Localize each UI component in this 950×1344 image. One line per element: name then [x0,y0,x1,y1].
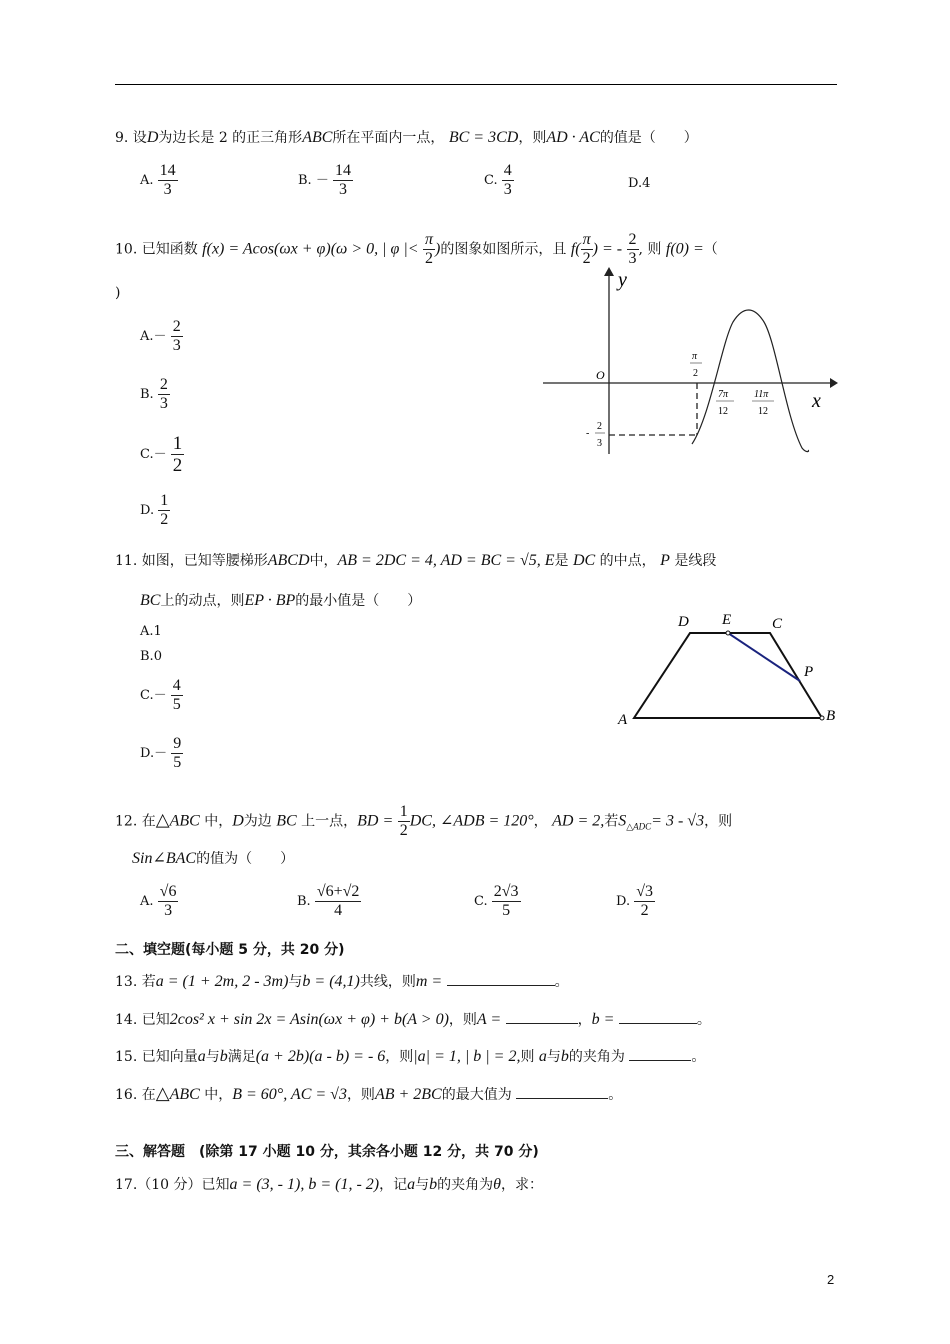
tick-pi-2-den: 2 [693,368,698,379]
tick-11pi-12-den: 12 [758,406,768,417]
q12-option-d[interactable]: D. $\frac{√3}{2}$ [616,883,654,919]
label-c: C [772,616,783,632]
question-15: 15. 已知向量a与b满足(a + 2b)(a - b) = - 6，则|a| = 1, | b | = 2,则 a与b的夹角为 。 [115,1048,706,1065]
q15-answer-blank[interactable] [629,1046,691,1061]
q9-option-b[interactable]: B. － $\frac{14}{3}$ [298,162,351,198]
segment-ep [728,633,800,681]
page-number: 2 [827,1272,835,1287]
cosine-curve [692,310,809,452]
question-17: 17.（10 分）已知a = (3, - 1), b = (1, - 2)，记a与b的夹角为θ，求： [115,1176,543,1193]
q12-option-a[interactable]: A. $\frac{√6}{3}$ [140,883,177,919]
trapezoid-figure [612,608,842,733]
x-axis-label: x [812,390,821,412]
label-d: D [678,614,689,630]
question-11-line2: BC上的动点，则EP · BP的最小值是（ ） [140,592,422,609]
section-3-heading: 三、解答题 (除第 17 小题 10 分，其余各小题 12 分，共 70 分) [115,1144,539,1160]
q14-answer-a-blank[interactable] [506,1009,578,1024]
label-e: E [722,612,732,628]
question-12-line2: Sin∠BAC的值为（ ） [132,850,295,867]
label-b: B [826,708,836,724]
question-14: 14. 已知2cos² x + sin 2x = Asin(ωx + φ) + b(A > 0)，则A = ，b = 。 [115,1011,711,1028]
question-10: 10. 已知函数 f(x) = Acos(ωx + φ)(ω > 0, | φ |< $\frac{\pi}{2}$ )的图象如图所示，且 f( $\frac{\pi}{2}$ ) = - $\frac{2}{3}$ , 则 f(0) =（ [115,231,718,267]
q11-option-b[interactable]: B.0 [140,649,162,664]
cosine-graph [540,262,840,462]
q10-option-d[interactable]: D. $\frac{1}{2}$ [140,492,169,528]
tick-7pi-12-num: 7π [718,389,729,400]
q11-option-a[interactable]: A.1 [140,624,162,639]
y-axis-arrow-icon [604,267,614,276]
q16-answer-blank[interactable] [516,1084,608,1099]
q11-option-d[interactable]: D.－ $\frac{9}{5}$ [140,735,182,771]
y-axis-label: y [618,269,627,291]
q12-option-c[interactable]: C. $\frac{2√3}{5}$ [474,883,519,919]
q10-closing-paren: ) [115,285,121,301]
section-2-heading: 二、填空题(每小题 5 分，共 20 分) [115,942,345,958]
yval-sign: - [586,428,590,439]
header-rule [115,84,837,85]
triangle-icon: △ [155,809,170,831]
yval-den: 3 [597,438,602,449]
trapezoid-abcd [634,633,822,718]
q10-option-a[interactable]: A.－ $\frac{2}{3}$ [140,318,181,354]
point-e [726,631,730,635]
triangle-icon: △ [155,1083,170,1104]
question-16: 16. 在△ABC 中，B = 60°, AC = √3，则AB + 2BC的最大值为 。 [115,1083,623,1104]
tick-11pi-12-num: 11π [754,389,769,400]
q12-option-b[interactable]: B. $\frac{√6+√2}{4}$ [297,883,360,919]
x-axis-arrow-icon [830,378,838,388]
question-9: 9. 设D为边长是 2 的正三角形ABC所在平面内一点， BC = 3CD，则AD · AC的值是（ ） [115,129,698,146]
q9-option-a[interactable]: A. $\frac{14}{3}$ [140,162,176,198]
yval-num: 2 [597,421,602,432]
question-11: 11. 如图，已知等腰梯形ABCD中，AB = 2DC = 4, AD = BC = √5, E是 DC 的中点， P 是线段 [115,552,717,569]
origin-label: O [596,368,605,382]
q10-option-c[interactable]: C.－ $\frac{1}{2}$ [140,433,183,476]
q13-answer-blank[interactable] [447,971,555,986]
q9-option-c[interactable]: C. $\frac{4}{3}$ [484,162,512,198]
tick-pi-2-num: π [692,351,698,362]
q10-option-b[interactable]: B. $\frac{2}{3}$ [140,376,168,412]
question-12: 12. 在△ABC 中，D为边 BC 上一点，BD = $\frac{1}{2}$ DC, ∠ADB = 120°， AD = 2,若$S_{\triangle ADC}= 3 - √3$，则 [115,803,733,839]
point-b [820,716,824,720]
question-13: 13. 若a = (1 + 2m, 2 - 3m)与b = (4,1)共线，则m = 。 [115,973,569,990]
label-p: P [804,664,814,680]
q11-option-c[interactable]: C.－ $\frac{4}{5}$ [140,677,181,713]
tick-7pi-12-den: 12 [718,406,728,417]
label-a: A [618,712,628,728]
q14-answer-b-blank[interactable] [619,1009,697,1024]
q9-option-d[interactable]: D.4 [628,176,651,191]
